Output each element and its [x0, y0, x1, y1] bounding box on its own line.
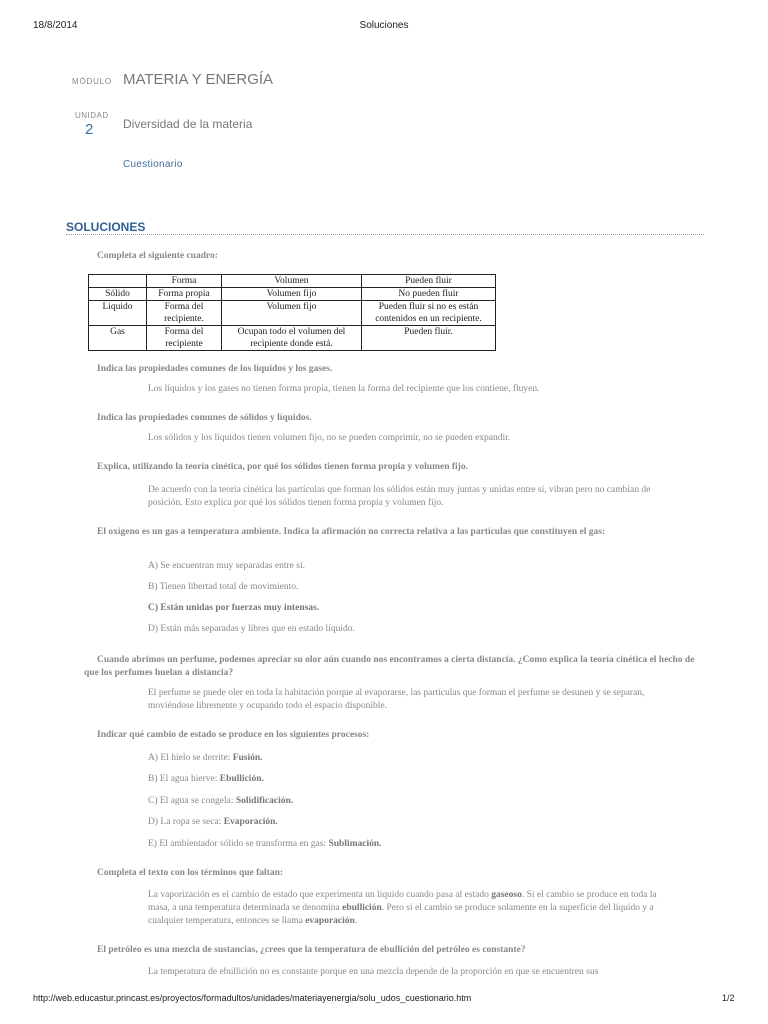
- table-header-cell: Volumen: [222, 275, 362, 288]
- table-row: [89, 288, 496, 301]
- answer-5: El perfume se puede oler en toda la habitación porque al evaporarse, las partículas que forman el perfume se desunen y se separan, moviéndose libremente y ocupando todo el espacio disponible.: [148, 688, 645, 711]
- states-table: [88, 274, 496, 351]
- process-item: E) El ambientador sólido se transforma en gas: Sublimación.: [148, 839, 382, 849]
- process-item: A) El hielo se derrite: Fusión.: [148, 753, 263, 763]
- table-cell: Volumen fijo: [222, 301, 362, 326]
- option-b: B) Tienen libertad total de movimiento.: [148, 582, 299, 592]
- table-cell: Sólido: [89, 288, 147, 301]
- table-header-row: [89, 275, 496, 288]
- process-item: C) El agua se congela: Solidificación.: [148, 796, 294, 806]
- table-cell: Forma del recipiente.: [147, 301, 222, 326]
- table-prompt: Completa el siguiente cuadro:: [97, 251, 218, 261]
- option-d: D) Están más separadas y libres que en estado líquido.: [148, 624, 355, 634]
- print-date: 18/8/2014: [33, 20, 78, 31]
- table-header-cell: Pueden fluir: [362, 275, 496, 288]
- process-item: B) El agua hierve: Ebullición.: [148, 774, 264, 784]
- answer-2: Los sólidos y los líquidos tienen volumen fijo, no se pueden comprimir, no se pueden expandir.: [148, 433, 511, 443]
- question-2: Indica las propiedades comunes de sólidos y líquidos.: [97, 413, 312, 423]
- option-a: A) Se encuentran muy separadas entre sí.: [148, 561, 305, 571]
- table-cell: Liquido: [89, 301, 147, 326]
- table-row: [89, 326, 496, 351]
- answer-8: La temperatura de ebullición no es constante porque en una mezcla depende de la proporción en que se encuentren sus: [148, 967, 599, 977]
- option-c-correct: C) Están unidas por fuerzas muy intensas.: [148, 603, 320, 613]
- question-7: Completa el texto con los términos que faltan:: [97, 868, 284, 878]
- table-header-cell: [89, 275, 147, 288]
- answer-7: La vaporización es el cambio de estado que experimenta un líquido cuando pasa al estado gaseoso. Si el cambio se produce en toda la masa, a una temperatura determinada se denomina ebullición. Pero si el cambio se produce solamente en la superficie del líquido y a cualquier temperatura, entonces se llama evaporación.: [148, 890, 657, 926]
- process-item: D) La ropa se seca: Evaporación.: [148, 817, 278, 827]
- solutions-heading: SOLUCIONES: [66, 220, 146, 234]
- question-8: El petróleo es una mezcla de sustancias, ¿crees que la temperatura de ebullición del petróleo es constante?: [97, 945, 526, 955]
- unit-number: 2: [85, 121, 94, 138]
- question-3: Explica, utilizando la teoría cinética, por qué los sólidos tienen forma propia y volumen fijo.: [97, 462, 468, 472]
- question-1: Indica las propiedades comunes de los líquidos y los gases.: [97, 364, 333, 374]
- unit-label: UNIDAD: [75, 111, 109, 120]
- table-cell: Ocupan todo el volumen del recipiente donde está.: [222, 326, 362, 351]
- table-cell: Forma propia: [147, 288, 222, 301]
- questionnaire-link[interactable]: Cuestionario: [123, 159, 183, 170]
- module-title: MATERIA Y ENERGÍA: [123, 71, 274, 88]
- question-4: El oxígeno es un gas a temperatura ambiente. Indica la afirmación no correcta relativa a las partículas que constituyen el gas:: [97, 527, 606, 537]
- table-cell: Pueden fluir si no es están contenidos en un recipiente.: [362, 301, 496, 326]
- unit-title: Diversidad de la materia: [123, 117, 253, 131]
- table-row: [89, 301, 496, 326]
- table-cell: Gas: [89, 326, 147, 351]
- table-header-cell: Forma: [147, 275, 222, 288]
- table-cell: No pueden fluir: [362, 288, 496, 301]
- print-url: http://web.educastur.princast.es/proyectos/formadultos/unidades/materiayenergia/solu_udos_cuestionario.htm: [33, 993, 472, 1003]
- solutions-divider: [66, 234, 704, 235]
- question-5: Cuando abrimos un perfume, podemos apreciar su olor aún cuando nos encontramos a cierta distancia. ¿Como explica la teoría cinética el hecho de que los perfumes huelan a distancia?: [84, 655, 695, 678]
- table-cell: Pueden fluir.: [362, 326, 496, 351]
- module-label: MÓDULO: [72, 77, 112, 86]
- print-title: Soluciones: [359, 20, 409, 31]
- answer-3: De acuerdo con la teoría cinética las partículas que forman los sólidos están muy juntas y unidas entre sí, vibran pero no cambian de posición. Esto explica por qué los sólidos tienen forma propia y volumen fijo.: [148, 485, 651, 508]
- question-6: Indicar qué cambio de estado se produce en los siguientes procesos:: [97, 730, 370, 740]
- page-number: 1/2: [722, 993, 735, 1003]
- table-cell: Volumen fijo: [222, 288, 362, 301]
- answer-1: Los líquidos y los gases no tienen forma propia, tienen la forma del recipiente que los contiene, fluyen.: [148, 384, 540, 394]
- table-cell: Forma del recipiente: [147, 326, 222, 351]
